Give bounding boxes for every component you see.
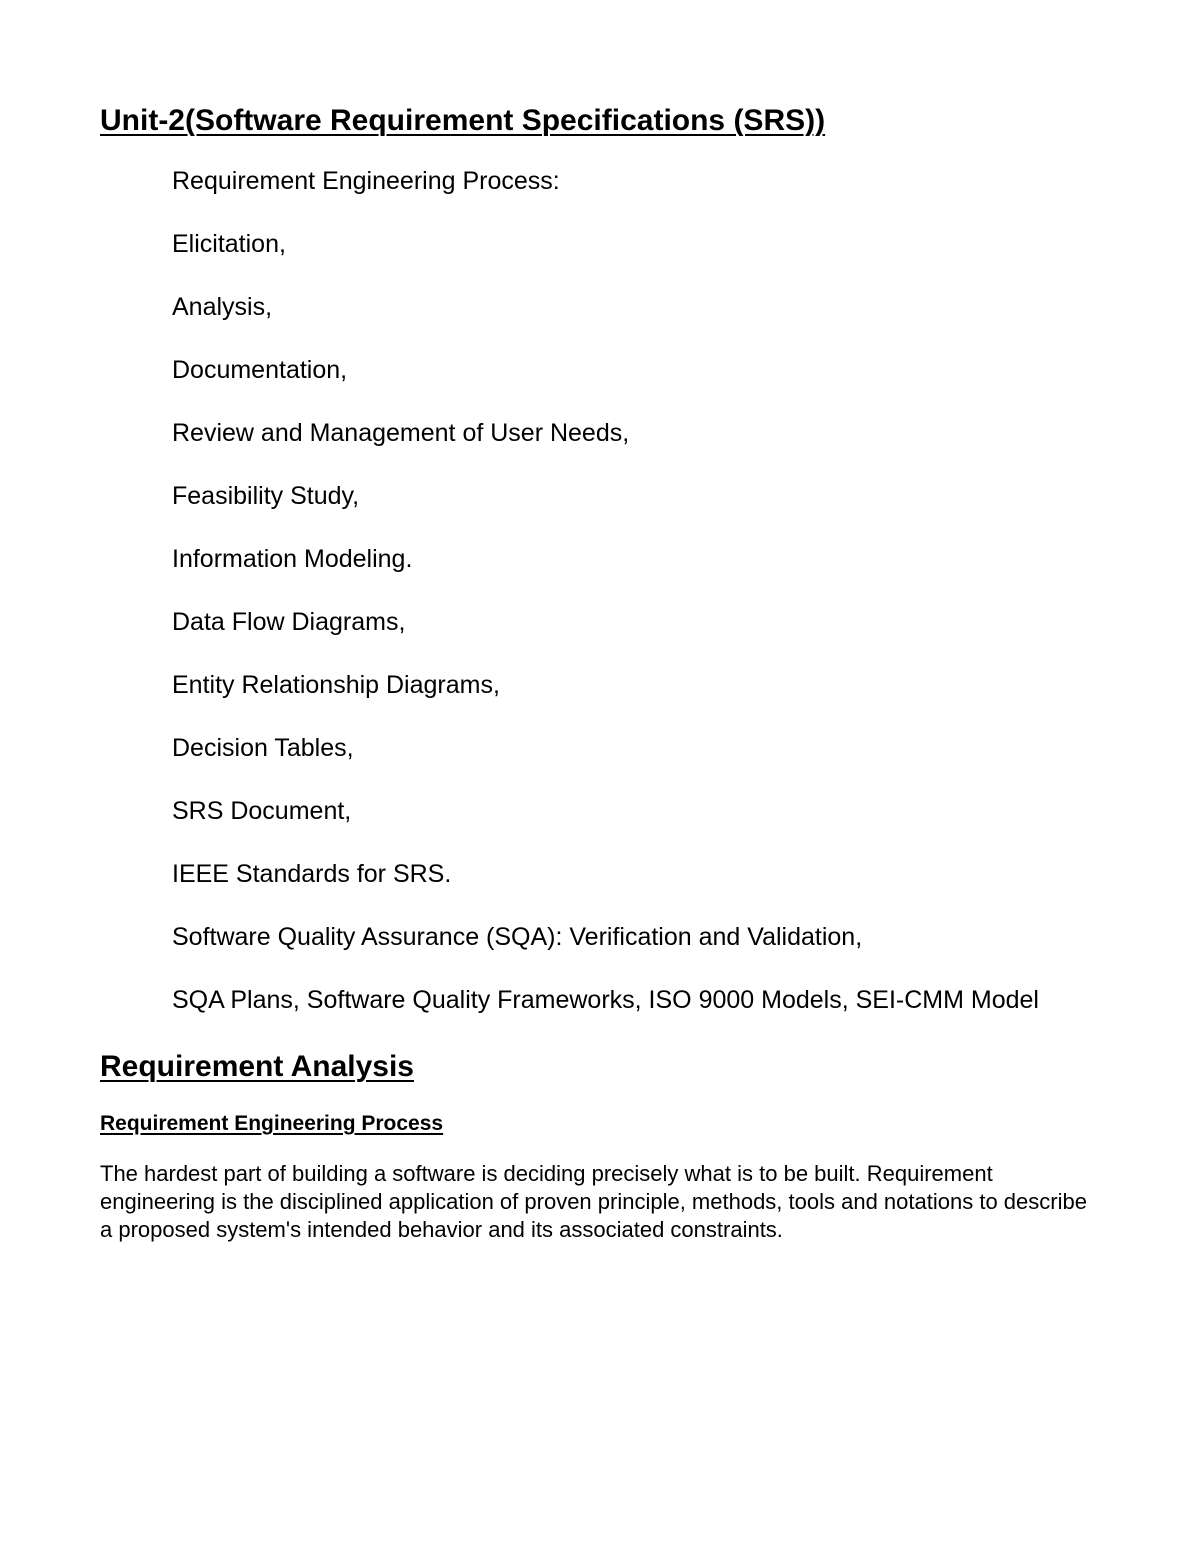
topic-item: SRS Document, — [172, 797, 352, 825]
body-paragraph: The hardest part of building a software is deciding precisely what is to be built. Requirement engineering is the disciplined application of proven principle, methods, tools and notations to describe a proposed system's intended behavior and its associated constraints. — [100, 1161, 1087, 1242]
topic-item: Entity Relationship Diagrams, — [172, 671, 500, 699]
topic-item: Elicitation, — [172, 230, 286, 258]
topic-list — [172, 166, 1072, 1016]
topic-item: Data Flow Diagrams, — [172, 608, 406, 636]
topic-item: Requirement Engineering Process: — [172, 167, 560, 195]
unit-title: Unit-2(Software Requirement Specifications (SRS)) — [100, 104, 826, 137]
topic-item: Software Quality Assurance (SQA): Verification and Validation, — [172, 923, 863, 951]
topic-item: SQA Plans, Software Quality Frameworks, ISO 9000 Models, SEI-CMM Model — [172, 986, 1039, 1014]
topic-item: Review and Management of User Needs, — [172, 419, 630, 447]
topic-item: IEEE Standards for SRS. — [172, 860, 452, 888]
section-title: Requirement Analysis — [100, 1050, 414, 1083]
topic-item: Feasibility Study, — [172, 482, 360, 510]
topic-item: Documentation, — [172, 356, 348, 384]
topic-item: Analysis, — [172, 293, 273, 321]
topic-item: Decision Tables, — [172, 734, 354, 762]
topic-item: Information Modeling. — [172, 545, 413, 573]
subsection-title: Requirement Engineering Process — [100, 1112, 444, 1135]
